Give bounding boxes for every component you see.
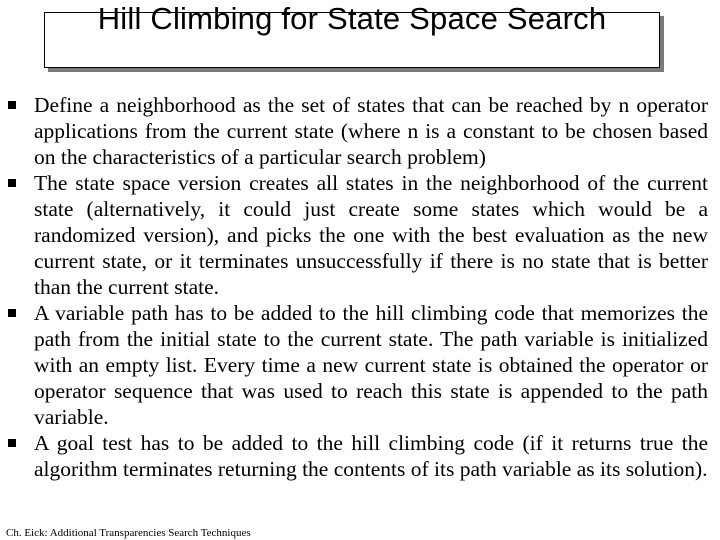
slide-title: Hill Climbing for State Space Search xyxy=(97,1,607,36)
square-bullet-icon xyxy=(8,309,16,317)
square-bullet-icon xyxy=(8,101,16,109)
slide-footer: Ch. Eick: Additional Transparencies Search Techniques xyxy=(6,527,251,539)
bullet-text: Define a neighborhood as the set of states that can be reached by n operator applications from the current state (where n is a constant to be chosen based on the characteristics of a particular search problem) xyxy=(34,93,708,169)
bullet-item xyxy=(8,300,708,430)
square-bullet-icon xyxy=(8,439,16,447)
bullet-item xyxy=(8,92,708,170)
bullet-text: The state space version creates all states in the neighborhood of the current state (alternatively, it could just create some states which would be a randomized version), and picks the one with the best evaluation as the new current state, or it terminates unsuccessfully if there is no state that is better than the current state. xyxy=(34,171,708,299)
title-box xyxy=(44,1,660,68)
bullet-item xyxy=(8,170,708,300)
bullet-text: A goal test has to be added to the hill climbing code (if it returns true the algorithm terminates returning the contents of its path variable as its solution). xyxy=(34,431,708,481)
bullet-list xyxy=(8,92,708,482)
square-bullet-icon xyxy=(8,179,16,187)
bullet-text: A variable path has to be added to the hill climbing code that memorizes the path from the initial state to the current state. The path variable is initialized with an empty list. Every time a new current state is obtained the operator or operator sequence that was used to reach this state is appended to the path variable. xyxy=(34,301,708,429)
bullet-item xyxy=(8,430,708,482)
